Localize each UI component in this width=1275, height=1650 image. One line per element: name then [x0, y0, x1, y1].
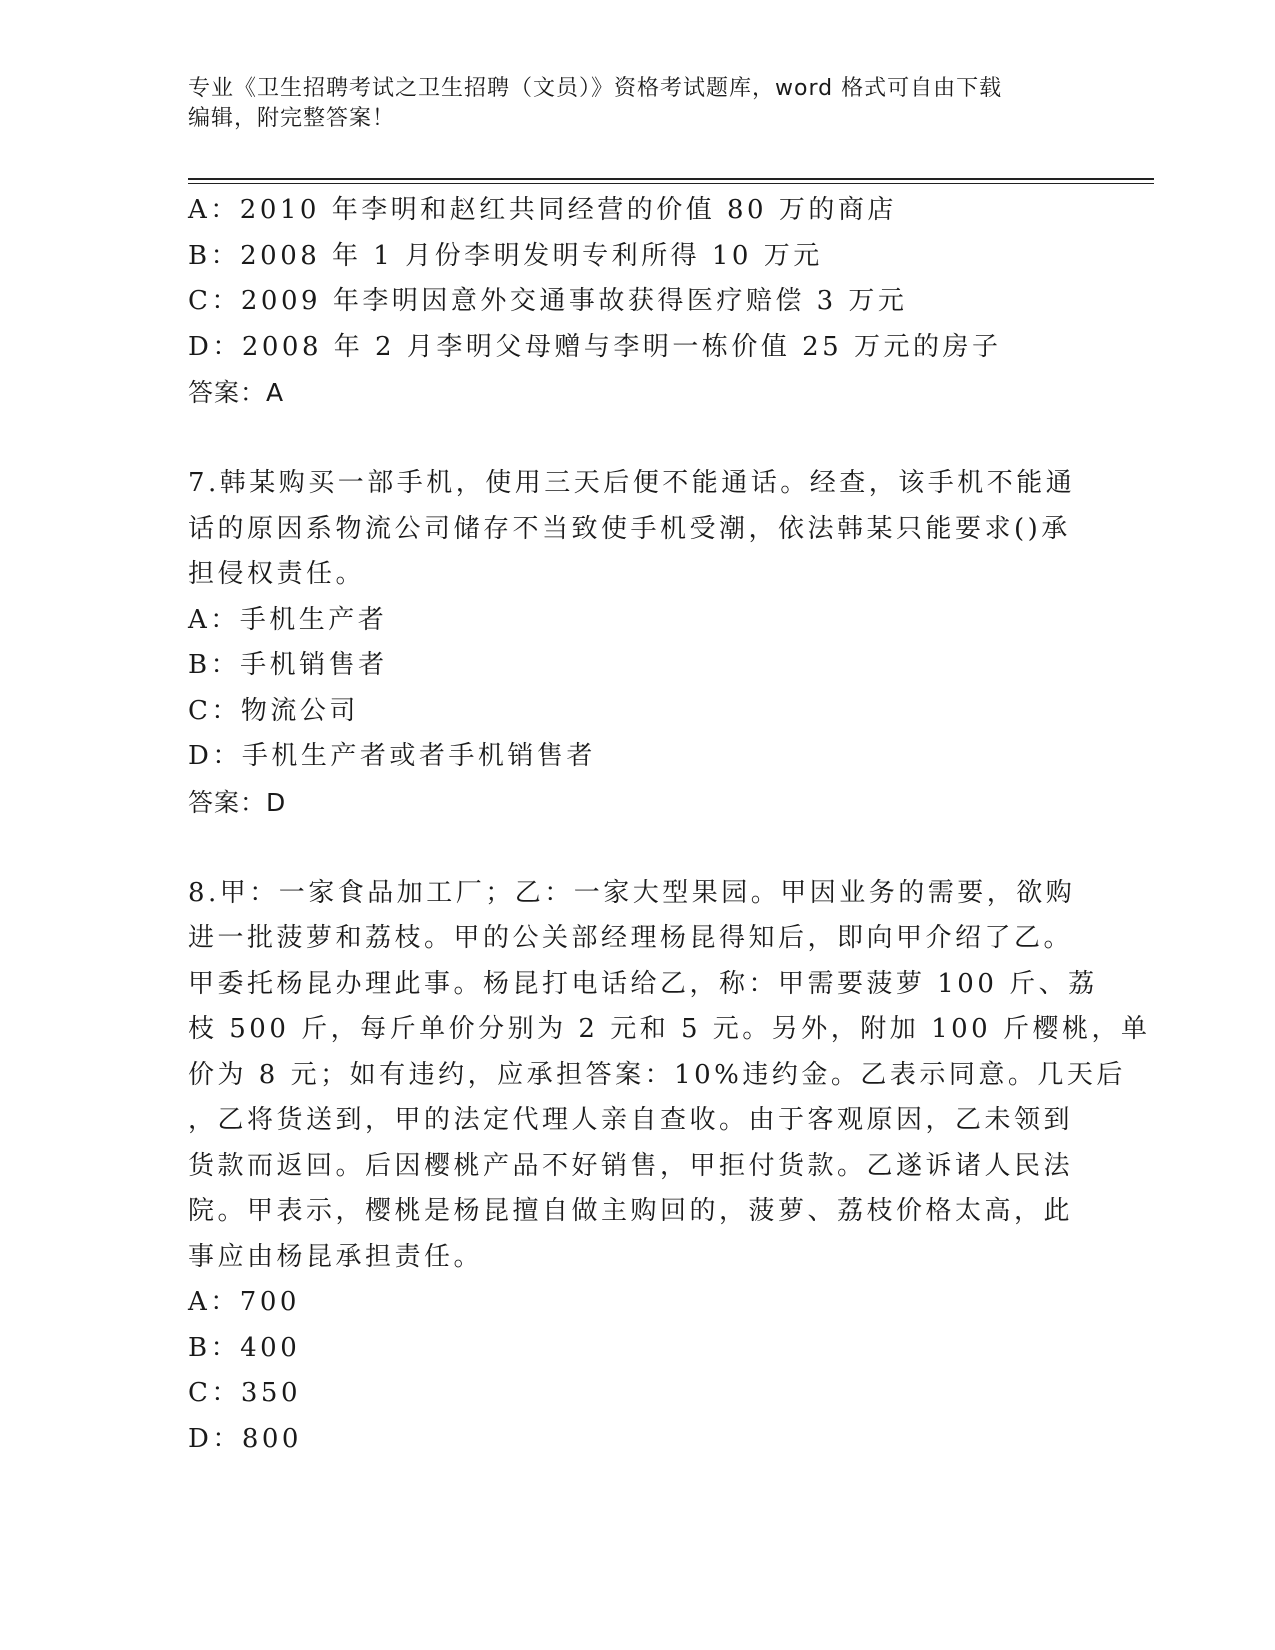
question-8-text-line-3: 甲委托杨昆办理此事。杨昆打电话给乙，称：甲需要菠萝 100 斤、荔: [188, 968, 1098, 999]
question-7-text-line-1: 7.韩某购买一部手机，使用三天后便不能通话。经查，该手机不能通: [188, 468, 1076, 498]
header-line-1: 专业《卫生招聘考试之卫生招聘（文员）》资格考试题库，word 格式可自由下载: [188, 76, 1003, 101]
option-d: D：2008 年 2 月李明父母赠与李明一栋价值 25 万元的房子: [188, 331, 1002, 362]
question-6-options: [188, 188, 1068, 370]
question-8: [188, 871, 1151, 1463]
header-divider-thin: [188, 183, 1154, 184]
option-c: C：2009 年李明因意外交通事故获得医疗赔偿 3 万元: [188, 286, 908, 316]
question-8-text-line-6: ，乙将货送到，甲的法定代理人亲自查收。由于客观原因，乙未领到: [188, 1105, 1074, 1135]
question-7-text-line-3: 担侵权责任。: [188, 559, 366, 589]
question-7: [188, 461, 1076, 780]
question-8-text-line-1: 8.甲：一家食品加工厂；乙：一家大型果园。甲因业务的需要，欲购: [188, 877, 1076, 908]
question-7-text-line-2: 话的原因系物流公司储存不当致使手机受潮，依法韩某只能要求()承: [188, 513, 1071, 544]
question-8-text-line-2: 进一批菠萝和荔枝。甲的公关部经理杨昆得知后，即向甲介绍了乙。: [188, 923, 1074, 953]
option-b: B：400: [188, 1332, 301, 1363]
question-8-text-line-4: 枝 500 斤，每斤单价分别为 2 元和 5 元。另外，附加 100 斤樱桃，单: [188, 1014, 1151, 1044]
option-a: A：700: [188, 1287, 300, 1317]
option-a: A：2010 年李明和赵红共同经营的价值 80 万的商店: [188, 195, 897, 225]
option-a: A：手机生产者: [188, 604, 388, 635]
option-b: B：2008 年 1 月份李明发明专利所得 10 万元: [188, 240, 823, 271]
option-d: D：800: [188, 1423, 302, 1454]
question-8-text-line-9: 事应由杨昆承担责任。: [188, 1241, 484, 1272]
option-b: B：手机销售者: [188, 650, 388, 680]
question-8-text-line-8: 院。甲表示，樱桃是杨昆擅自做主购回的，菠萝、荔枝价格太高，此: [188, 1196, 1074, 1226]
option-c: C：350: [188, 1378, 302, 1408]
question-6-answer: 答案：A: [188, 378, 285, 407]
option-c: C：物流公司: [188, 695, 359, 726]
option-d: D：手机生产者或者手机销售者: [188, 741, 596, 771]
spacer: [188, 416, 1068, 462]
question-7-answer: 答案：D: [188, 787, 287, 817]
header-line-2: 编辑，附完整答案！: [188, 106, 396, 131]
spacer: [188, 825, 1068, 871]
header-divider: [188, 178, 1154, 180]
document-body: [188, 188, 1151, 1462]
document-header: [188, 74, 1088, 134]
question-8-text-line-5: 价为 8 元；如有违约，应承担答案：10%违约金。乙表示同意。几天后: [188, 1059, 1126, 1090]
question-8-text-line-7: 货款而返回。后因樱桃产品不好销售，甲拒付货款。乙遂诉诸人民法: [188, 1150, 1074, 1181]
